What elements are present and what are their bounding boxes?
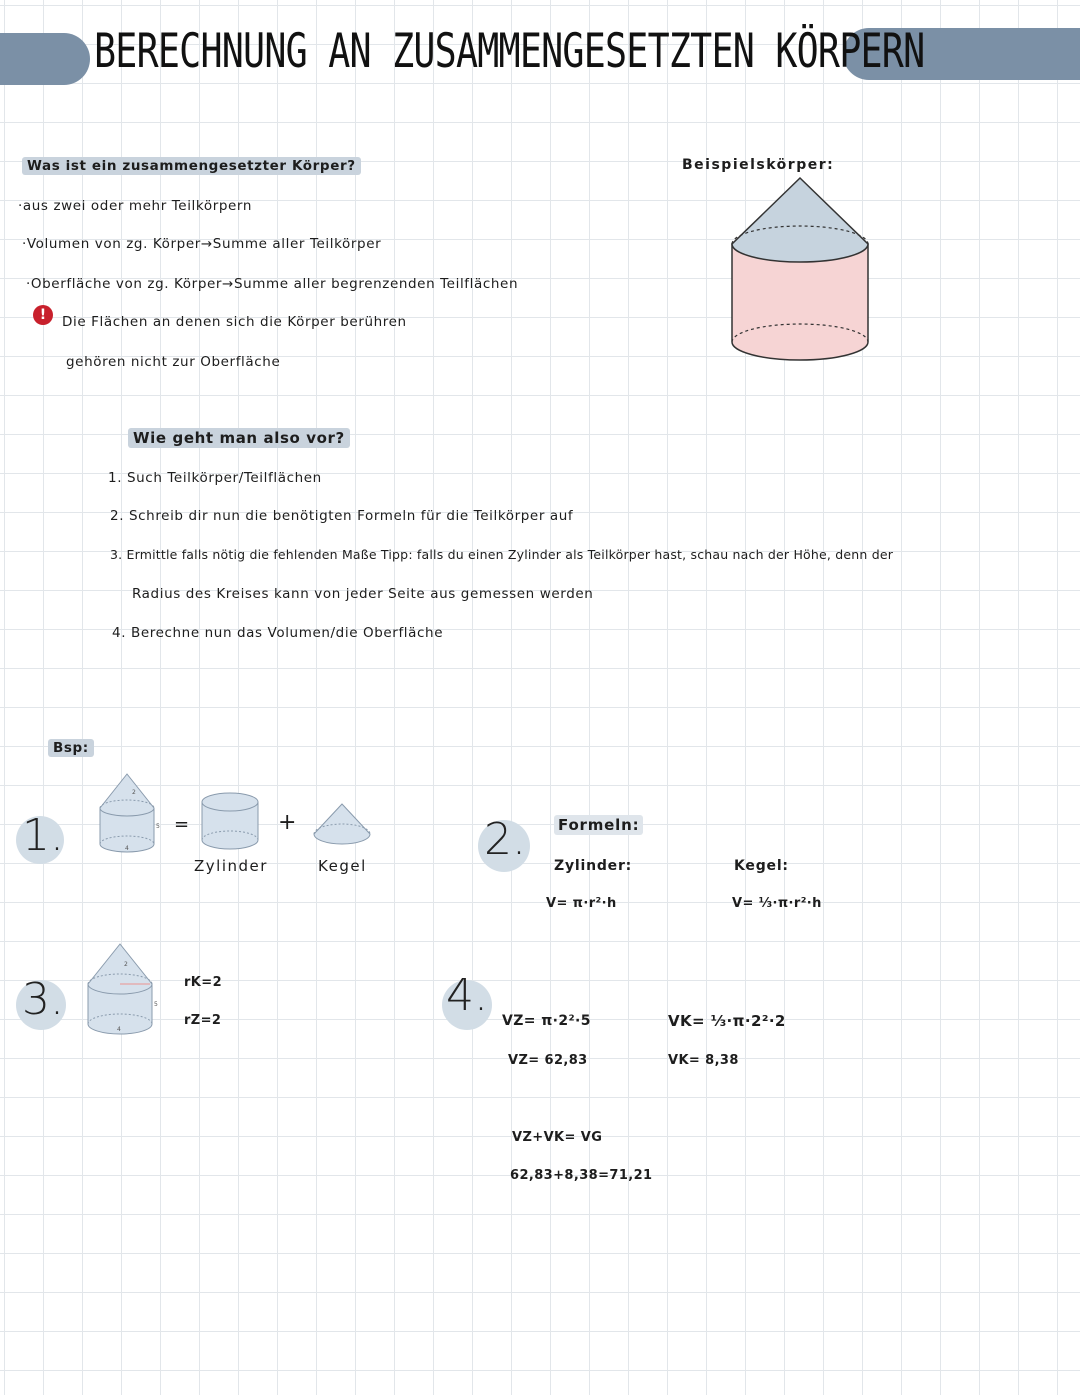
step-2-number: 2. [484, 814, 526, 865]
step-1-cyl-height-label: 5 [156, 823, 160, 830]
example-body-label: Beispielskörper: [682, 157, 835, 173]
cylinder-volume-formula: VZ= π·2²·5 [502, 1013, 591, 1029]
cone-surface [732, 178, 868, 262]
step-3-number: 3. [22, 974, 64, 1025]
procedure-step-2: 2. Schreib dir nun die benötigten Formeln für die Teilkörper auf [110, 508, 574, 524]
cylinder-label: Zylinder [194, 857, 268, 875]
step-1-composite-body [96, 770, 162, 860]
warning-line-2: gehören nicht zur Oberfläche [66, 354, 281, 370]
step-3-diameter-label: 4 [117, 1026, 121, 1033]
plus-sign: + [278, 810, 297, 835]
cylinder-volume-result: VZ= 62,83 [508, 1053, 588, 1068]
cylinder-formula-label: Zylinder: [554, 858, 633, 874]
radius-cone: rK=2 [184, 975, 223, 990]
procedure-step-3-continued: Radius des Kreises kann von jeder Seite aus gemessen werden [132, 586, 594, 602]
step-3-cone-height-label: 2 [124, 961, 128, 968]
total-volume-formula: VZ+VK= VG [512, 1130, 603, 1145]
title-bar-left [0, 33, 90, 85]
definition-bullet-3: ·Oberfläche von zg. Körper→Summe aller begrenzenden Teilflächen [26, 276, 519, 292]
composite-body-illustration [720, 170, 880, 375]
procedure-step-1: 1. Such Teilkörper/Teilflächen [108, 470, 322, 486]
definition-bullet-2: ·Volumen von zg. Körper→Summe aller Teilkörper [22, 236, 382, 252]
step-3-cyl-height-label: 5 [154, 1001, 158, 1008]
exclamation-icon: ! [33, 305, 53, 325]
step-3-composite-body [84, 940, 164, 1044]
cone-label: Kegel [318, 857, 367, 875]
step-1-cone-height-label: 2 [132, 789, 136, 796]
total-volume-result: 62,83+8,38=71,21 [510, 1168, 653, 1183]
procedure-heading: Wie geht man also vor? [128, 429, 350, 447]
step-1-diameter-label: 4 [125, 845, 129, 852]
step-1-cylinder [198, 790, 262, 856]
cone-formula-label: Kegel: [734, 858, 789, 874]
cone-volume-result: VK= 8,38 [668, 1053, 739, 1068]
procedure-step-4: 4. Berechne nun das Volumen/die Oberfläche [112, 625, 444, 641]
cylinder-formula: V= π·r²·h [546, 896, 617, 911]
warning-line-1: Die Flächen an denen sich die Körper berühren [62, 314, 407, 330]
step-1-cone [310, 800, 374, 854]
equals-sign: = [174, 814, 190, 835]
step-1-number: 1. [22, 810, 64, 861]
cone-formula: V= ⅓·π·r²·h [732, 896, 822, 911]
example-label: Bsp: [48, 740, 94, 756]
formulas-heading: Formeln: [554, 816, 643, 834]
cone-volume-formula: VK= ⅓·π·2²·2 [668, 1012, 786, 1030]
procedure-step-3: 3. Ermittle falls nötig die fehlenden Maße Tipp: falls du einen Zylinder als Teilkörper hast, schau nach der Höhe, denn der [110, 547, 894, 562]
radius-cylinder: rZ=2 [184, 1013, 222, 1028]
definition-heading: Was ist ein zusammengesetzter Körper? [22, 158, 361, 174]
page-title: BERECHNUNG AN ZUSAMMENGESETZTEN KÖRPERN [94, 24, 925, 79]
definition-bullet-1: ·aus zwei oder mehr Teilkörpern [18, 198, 252, 214]
step-4-number: 4. [446, 970, 488, 1021]
